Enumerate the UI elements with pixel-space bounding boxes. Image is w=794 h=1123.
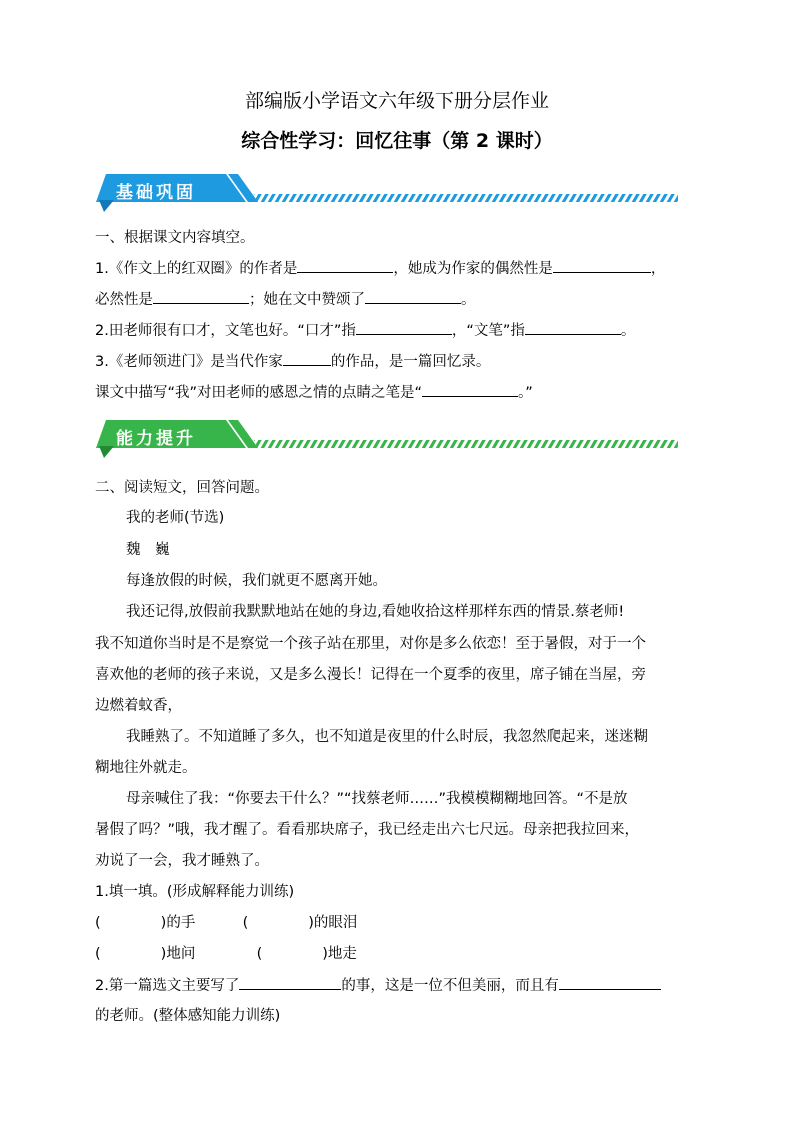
question-4: 课文中描写“我”对田老师的感恩之情的点睛之笔是“ 。”	[95, 382, 533, 403]
banner-basic	[96, 172, 680, 214]
passage-line: 喜欢他的老师的孩子来说，又是多么漫长！记得在一个夏季的夜里，席子铺在当屋，旁	[95, 667, 646, 683]
answer-blank[interactable]	[356, 320, 452, 335]
passage-line: 糊地往外就走。	[95, 760, 197, 776]
answer-blank[interactable]	[525, 320, 621, 335]
answer-blank[interactable]	[559, 975, 661, 990]
question-2: 2.田老师很有口才，文笔也好。“口才”指 ，“文笔”指 。	[95, 320, 635, 341]
passage-line: 我不知道你当时是不是察觉一个孩子站在那里，对你是多么依恋！至于暑假，对于一个	[95, 636, 646, 652]
subquestion-2-line-2: 的老师。(整体感知能力训练)	[95, 1008, 281, 1024]
passage-author: 魏 巍	[126, 542, 170, 558]
subquestion-2-line-1: 2.第一篇选文主要写了 的事，这是一位不但美丽，而且有	[95, 975, 661, 996]
answer-blank[interactable]	[553, 258, 651, 273]
banner-basic-label: 基础巩固	[116, 183, 196, 203]
answer-blank[interactable]	[422, 382, 518, 397]
passage-title: 我的老师(节选)	[126, 510, 225, 526]
passage-paragraph: 我还记得,放假前我默默地站在她的身边,看她收拾这样那样东西的情景.蔡老师!	[126, 604, 625, 620]
subquestion-1: 1.填一填。(形成解释能力训练)	[95, 884, 295, 900]
passage-line: 暑假了吗？”哦，我才醒了。看看那块席子，我已经走出六七尺远。母亲把我拉回来，	[95, 822, 640, 838]
passage-paragraph: 每逢放假的时候，我们就更不愿离开她。	[126, 573, 387, 589]
worksheet-title: 部编版小学语文六年级下册分层作业	[244, 90, 549, 112]
passage-line: 劝说了一会，我才睡熟了。	[95, 853, 269, 869]
lesson-subtitle: 综合性学习：回忆往事（第 2 课时）	[241, 130, 553, 152]
passage-paragraph: 我睡熟了。不知道睡了多久，也不知道是夜里的什么时辰，我忽然爬起来，迷迷糊	[126, 729, 648, 745]
fill-row-1: ( )的手 ( )的眼泪	[95, 915, 358, 931]
fill-row-2: ( )地问 ( )地走	[95, 946, 357, 962]
question-3: 3.《老师领进门》是当代作家 的作品，是一篇回忆录。	[95, 351, 490, 372]
answer-blank[interactable]	[283, 351, 331, 366]
answer-blank[interactable]	[153, 289, 249, 304]
section1-heading: 一、根据课文内容填空。	[95, 230, 255, 246]
passage-paragraph: 母亲喊住了我：“你要去干什么？”“找蔡老师……”我模模糊糊地回答。“不是放	[126, 791, 628, 807]
section2-heading: 二、阅读短文，回答问题。	[95, 480, 269, 496]
banner-ability	[96, 418, 680, 460]
banner-ability-label: 能力提升	[116, 429, 196, 449]
answer-blank[interactable]	[239, 975, 341, 990]
passage-line: 边燃着蚊香，	[95, 698, 182, 714]
question-1-line-1: 1.《作文上的红双圈》的作者是 ，她成为作家的偶然性是 ，	[95, 258, 665, 279]
answer-blank[interactable]	[365, 289, 461, 304]
question-1-line-2: 必然性是 ；她在文中赞颂了 。	[95, 289, 476, 310]
answer-blank[interactable]	[297, 258, 393, 273]
